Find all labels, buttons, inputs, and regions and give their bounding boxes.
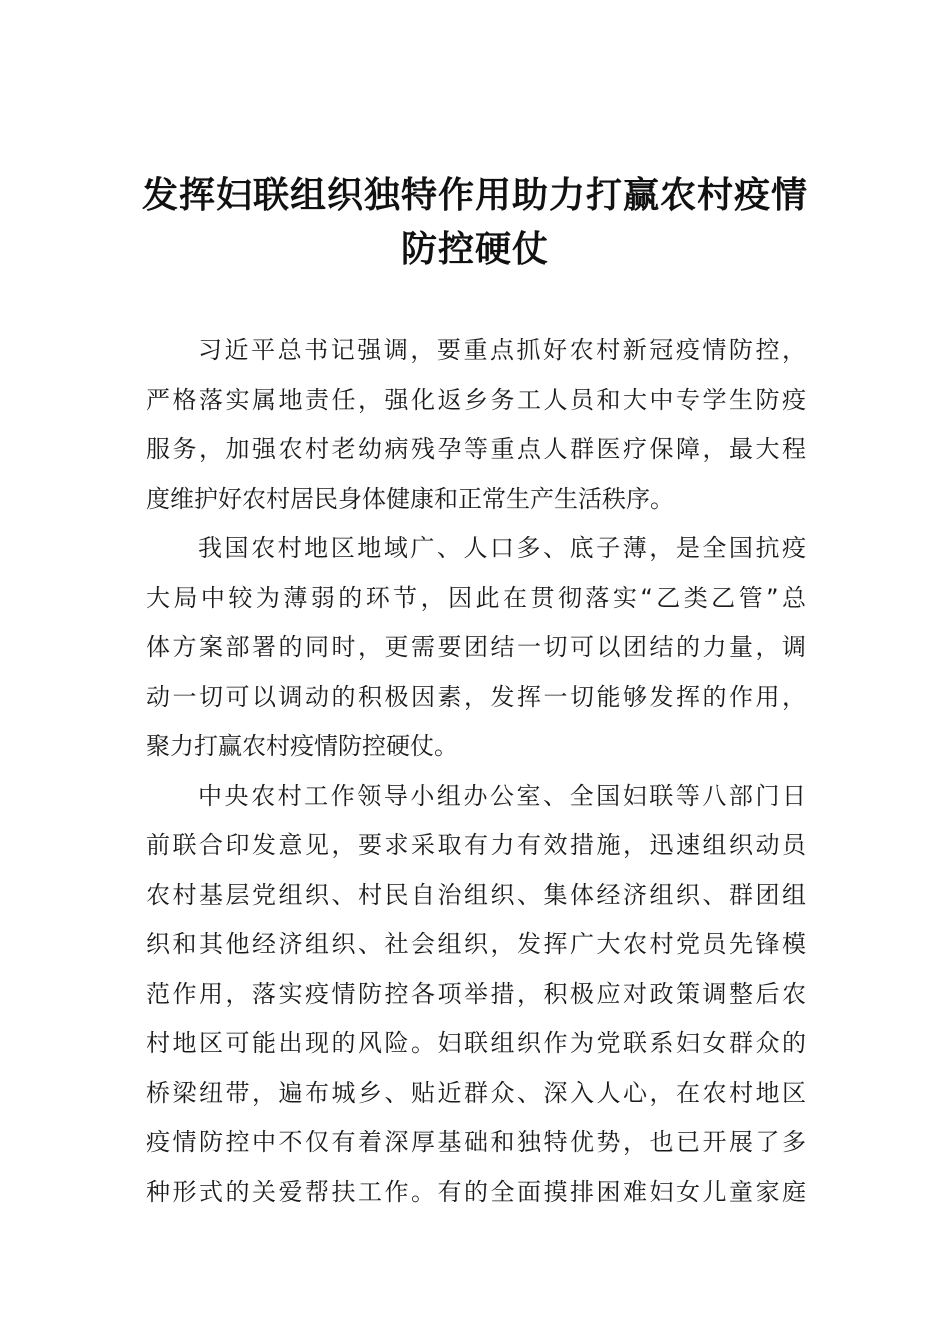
text-line: 桥梁纽带，遍布城乡、贴近群众、深入人心，在农村地区	[146, 1078, 806, 1107]
text-line: 织和其他经济组织、社会组织，发挥广大农村党员先锋模	[146, 930, 806, 958]
text-line: 我国农村地区地域广、人口多、底子薄，是全国抗疫	[198, 534, 806, 562]
text-line: 村地区可能出现的风险。妇联组织作为党联系妇女群众的	[146, 1029, 806, 1057]
text-line: 前联合印发意见，要求采取有力有效措施，迅速组织动员	[146, 831, 806, 859]
paragraph	[146, 524, 806, 772]
document-body	[146, 326, 806, 1217]
document-title	[140, 168, 810, 276]
text-line: 种形式的关爱帮扶工作。有的全面摸排困难妇女儿童家庭	[146, 1177, 806, 1206]
title-line: 防控硬仗	[400, 228, 549, 270]
text-line: 动一切可以调动的积极因素，发挥一切能够发挥的作用，	[146, 682, 806, 711]
text-line: 疫情防控中不仅有着深厚基础和独特优势，也已开展了多	[146, 1128, 806, 1156]
title-line: 发挥妇联组织独特作用助力打赢农村疫情	[141, 174, 808, 216]
text-line: 聚力打赢农村疫情防控硬仗。	[146, 732, 458, 760]
text-line: 农村基层党组织、村民自治组织、集体经济组织、群团组	[146, 880, 806, 909]
paragraph	[146, 326, 806, 524]
text-line: 严格落实属地责任，强化返乡务工人员和大中专学生防疫	[146, 385, 806, 414]
text-line: 体方案部署的同时，更需要团结一切可以团结的力量，调	[146, 633, 806, 661]
text-line: 大局中较为薄弱的环节，因此在贯彻落实“乙类乙管”总	[146, 583, 806, 612]
text-line: 服务，加强农村老幼病残孕等重点人群医疗保障，最大程	[146, 435, 806, 463]
paragraph	[146, 772, 806, 1218]
text-line: 中央农村工作领导小组办公室、全国妇联等八部门日	[198, 781, 806, 810]
text-line: 范作用，落实疫情防控各项举措，积极应对政策调整后农	[146, 979, 806, 1008]
text-line: 度维护好农村居民身体健康和正常生产生活秩序。	[146, 484, 674, 513]
text-line: 习近平总书记强调，要重点抓好农村新冠疫情防控，	[198, 336, 806, 364]
